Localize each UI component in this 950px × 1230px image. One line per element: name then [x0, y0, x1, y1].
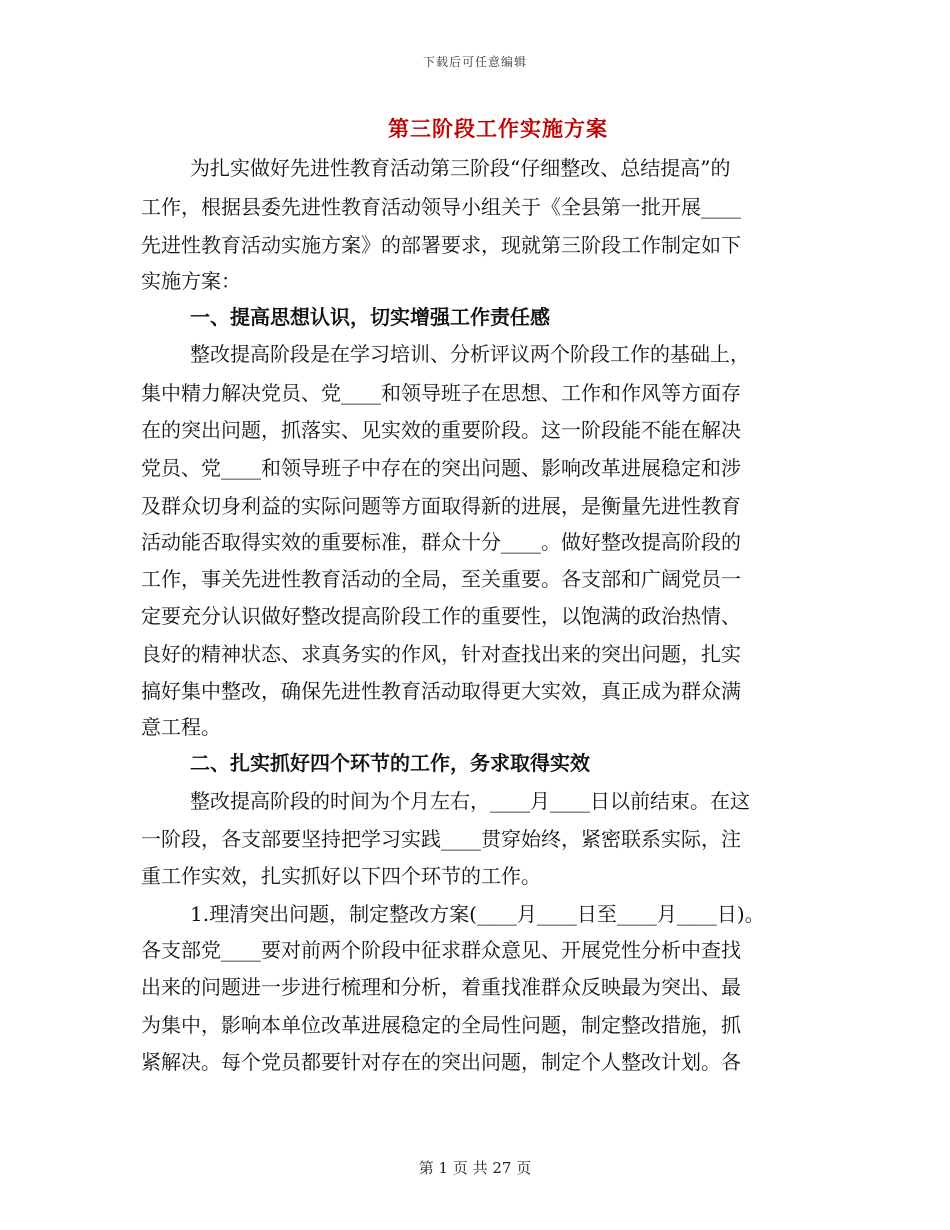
document-title: 第三阶段工作实施方案 — [388, 116, 608, 141]
body-line: 为扎实做好先进性教育活动第三阶段“仔细整改、总结提高”的 — [190, 156, 731, 180]
body-line: 整改提高阶段的时间为个月左右，____月____日以前结束。在这 — [190, 789, 750, 813]
body-line: 整改提高阶段是在学习培训、分析评议两个阶段工作的基础上， — [190, 342, 750, 366]
body-line: 定要充分认识做好整改提高阶段工作的重要性，以饱满的政治热情、 — [141, 604, 741, 628]
page-footer: 第 1 页 共 27 页 — [418, 1159, 532, 1177]
body-line: 在的突出问题，抓落实、见实效的重要阶段。这一阶段能不能在解决 — [141, 418, 741, 442]
body-line: 工作，事关先进性教育活动的全局，至关重要。各支部和广阔党员一 — [141, 567, 741, 591]
header-note: 下载后可任意编辑 — [422, 55, 527, 69]
body-line: 集中精力解决党员、党____和领导班子在思想、工作和作风等方面存 — [141, 381, 741, 405]
body-line: 工作，根据县委先进性教育活动领导小组关于《全县第一批开展____ — [141, 195, 741, 219]
body-line: 紧解决。每个党员都要针对存在的突出问题，制定个人整改计划。各 — [141, 1050, 741, 1074]
body-line: 一阶段，各支部要坚持把学习实践____贯穿始终，紧密联系实际，注 — [141, 827, 741, 851]
body-line: 1.理清突出问题，制定整改方案(____月____日至____月____日)。 — [190, 902, 765, 926]
body-line: 重工作实效，扎实抓好以下四个环节的工作。 — [141, 864, 541, 888]
body-line: 先进性教育活动实施方案》的部署要求，现就第三阶段工作制定如下 — [141, 233, 741, 257]
body-line: 党员、党____和领导班子中存在的突出问题、影响改革进展稳定和涉 — [141, 456, 741, 480]
body-line: 活动能否取得实效的重要标准，群众十分____。做好整改提高阶段的 — [141, 530, 741, 554]
body-line: 及群众切身利益的实际问题等方面取得新的进展，是衡量先进性教育 — [141, 494, 741, 518]
section-heading: 二、扎实抓好四个环节的工作，务求取得实效 — [190, 751, 590, 775]
body-line: 实施方案： — [141, 269, 241, 293]
body-line: 良好的精神状态、求真务实的作风，针对查找出来的突出问题，扎实 — [141, 642, 741, 666]
body-line: 为集中，影响本单位改革进展稳定的全局性问题，制定整改措施，抓 — [141, 1013, 741, 1037]
body-line: 搞好集中整改，确保先进性教育活动取得更大实效，真正成为群众满 — [141, 679, 741, 703]
body-line: 出来的问题进一步进行梳理和分析，着重找准群众反映最为突出、最 — [141, 975, 741, 999]
body-line: 各支部党____要对前两个阶段中征求群众意见、开展党性分析中查找 — [141, 938, 741, 962]
section-heading: 一、提高思想认识，切实增强工作责任感 — [190, 305, 550, 329]
body-line: 意工程。 — [141, 715, 221, 739]
